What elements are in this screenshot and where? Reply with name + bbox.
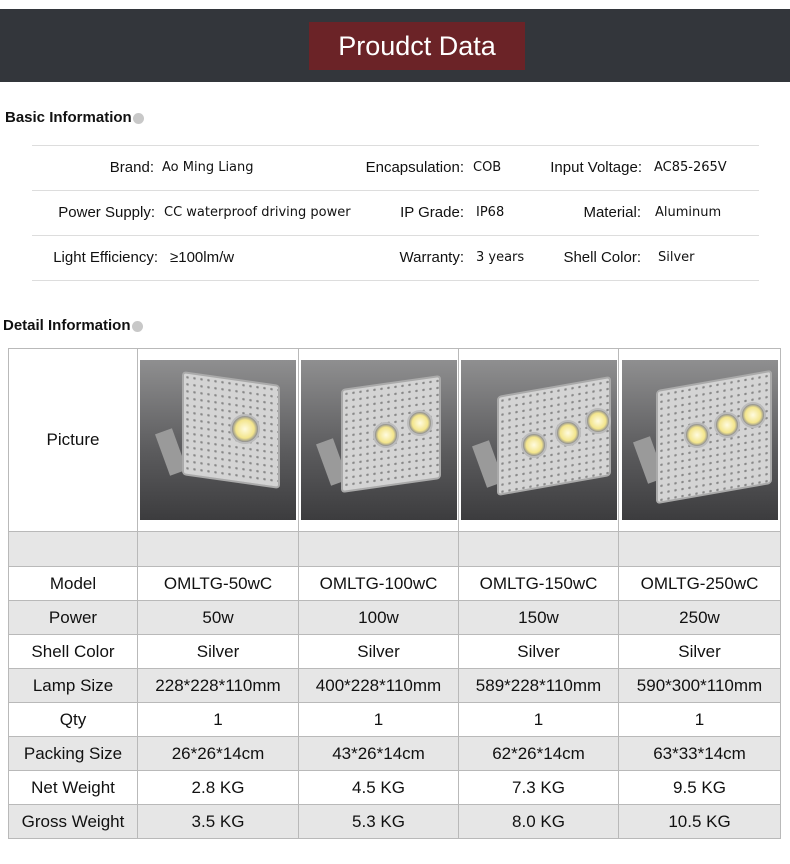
basic-row <box>32 235 759 281</box>
shell-color-value: Silver <box>658 250 695 265</box>
product-image-cell <box>138 349 299 532</box>
row-label: Qty <box>9 703 138 737</box>
detail-table <box>8 348 781 839</box>
material-value: Aluminum <box>655 205 722 220</box>
shell-color-label: Shell Color: <box>563 249 641 266</box>
row-label: Shell Color <box>9 635 138 669</box>
table-row <box>9 771 781 805</box>
cell-value: 4.5 KG <box>299 771 459 805</box>
ip-grade-value: IP68 <box>476 205 505 220</box>
detail-info-title: Detail Information <box>3 317 131 334</box>
light-efficiency-value: ≥100lm/w <box>170 249 235 266</box>
cell-value: 43*26*14cm <box>299 737 459 771</box>
row-label: Power <box>9 601 138 635</box>
warranty-label: Warranty: <box>399 249 464 266</box>
input-voltage-label: Input Voltage: <box>550 159 642 176</box>
brand-label: Brand: <box>109 159 154 176</box>
row-label: Model <box>9 567 138 601</box>
cell-value: OMLTG-150wC <box>459 567 619 601</box>
warranty-value: 3 years <box>476 250 525 265</box>
encapsulation-label: Encapsulation: <box>365 159 464 176</box>
cell-value: 1 <box>138 703 299 737</box>
cell-value: 100w <box>299 601 459 635</box>
cell-value: 5.3 KG <box>299 805 459 839</box>
basic-info-title: Basic Information <box>5 109 132 126</box>
table-row <box>9 669 781 703</box>
cell-value: 2.8 KG <box>138 771 299 805</box>
table-row <box>9 635 781 669</box>
light-efficiency-label: Light Efficiency: <box>53 249 158 266</box>
picture-label: Picture <box>9 349 138 532</box>
material-label: Material: <box>583 204 641 221</box>
table-row <box>9 567 781 601</box>
product-image-250w <box>622 360 778 520</box>
dot-icon <box>133 113 144 124</box>
product-image-cell <box>459 349 619 532</box>
cell-value: 26*26*14cm <box>138 737 299 771</box>
cell-value: 589*228*110mm <box>459 669 619 703</box>
row-label: Packing Size <box>9 737 138 771</box>
basic-row <box>32 190 759 235</box>
cell-value: Silver <box>459 635 619 669</box>
cell-value: 62*26*14cm <box>459 737 619 771</box>
power-supply-label: Power Supply: <box>58 204 155 221</box>
cell-value: Silver <box>619 635 781 669</box>
cell-value: 50w <box>138 601 299 635</box>
row-label: Gross Weight <box>9 805 138 839</box>
cell-value: 590*300*110mm <box>619 669 781 703</box>
header-banner <box>0 0 790 82</box>
basic-info-heading <box>5 109 144 126</box>
row-label: Net Weight <box>9 771 138 805</box>
detail-info-heading <box>3 317 143 334</box>
cell-value: 250w <box>619 601 781 635</box>
spacer-row <box>9 532 781 567</box>
cell-value: OMLTG-50wC <box>138 567 299 601</box>
table-row <box>9 805 781 839</box>
row-label: Lamp Size <box>9 669 138 703</box>
cell-value: 8.0 KG <box>459 805 619 839</box>
cell-value: 1 <box>299 703 459 737</box>
table-row <box>9 601 781 635</box>
basic-row <box>32 145 759 190</box>
basic-info-table <box>32 145 759 281</box>
brand-value: Ao Ming Liang <box>162 160 254 175</box>
input-voltage-value: AC85-265V <box>654 160 727 175</box>
picture-row <box>9 349 781 532</box>
power-supply-value: CC waterproof driving power <box>164 205 351 220</box>
product-image-150w <box>461 360 617 520</box>
cell-value: 10.5 KG <box>619 805 781 839</box>
product-image-cell <box>619 349 781 532</box>
cell-value: 1 <box>459 703 619 737</box>
cell-value: 1 <box>619 703 781 737</box>
encapsulation-value: COB <box>473 160 502 175</box>
table-row <box>9 737 781 771</box>
cell-value: 400*228*110mm <box>299 669 459 703</box>
cell-value: 7.3 KG <box>459 771 619 805</box>
banner-title: Proudct Data <box>309 22 525 70</box>
cell-value: 63*33*14cm <box>619 737 781 771</box>
cell-value: Silver <box>138 635 299 669</box>
cell-value: OMLTG-100wC <box>299 567 459 601</box>
product-image-50w <box>140 360 296 520</box>
table-row <box>9 703 781 737</box>
cell-value: 228*228*110mm <box>138 669 299 703</box>
product-image-cell <box>299 349 459 532</box>
cell-value: 3.5 KG <box>138 805 299 839</box>
ip-grade-label: IP Grade: <box>400 204 464 221</box>
cell-value: OMLTG-250wC <box>619 567 781 601</box>
cell-value: 9.5 KG <box>619 771 781 805</box>
cell-value: Silver <box>299 635 459 669</box>
dot-icon <box>132 321 143 332</box>
cell-value: 150w <box>459 601 619 635</box>
product-image-100w <box>301 360 457 520</box>
